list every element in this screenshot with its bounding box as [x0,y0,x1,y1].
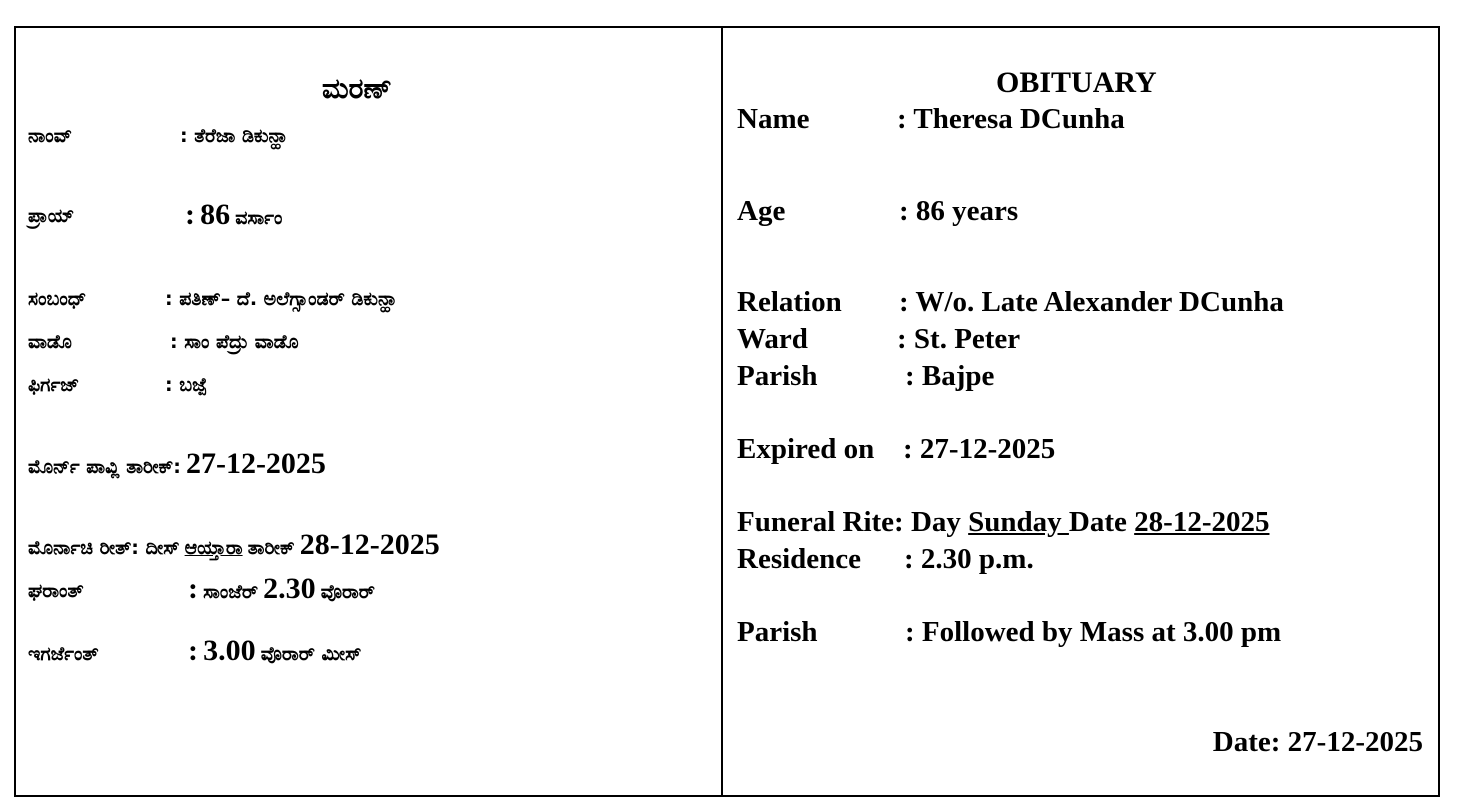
english-relation-label: Relation [737,286,842,318]
english-expired-value: : 27-12-2025 [903,433,1056,465]
kannada-parish-value: : ಬಜ್ಪೆ [165,374,208,396]
kannada-relation-label: ಸಂಬಂಧ್ [28,288,87,310]
kannada-age-colon: : [185,198,195,231]
kannada-death-label: ಮೊರ್ನ್ ಪಾವ್ಲಿ ತಾರೀಕ್: [28,456,181,478]
english-expired-label: Expired on [737,433,875,465]
kannada-death-date: 27-12-2025 [185,447,326,480]
kannada-church-time: 3.00 [203,634,256,667]
english-funeral-day: Sunday [968,506,1069,538]
kannada-title: ಮರಣ್ [322,72,392,105]
english-parish-label: Parish [737,360,818,392]
kannada-residence-label: ಘರಾಂತ್ [28,580,84,602]
english-age-value: : 86 years [899,195,1019,227]
kannada-funeral-date: 28-12-2025 [299,528,440,561]
kannada-residence-colon: : [188,572,198,605]
kannada-residence-time: 2.30 [263,572,316,605]
kannada-age-value [185,198,282,232]
english-name-value: : Theresa DCunha [897,103,1125,135]
kannada-church-value [188,634,361,668]
kannada-name-label: ನಾಂವ್ [28,125,73,147]
kannada-death-line [28,447,326,481]
english-parish-value: : Bajpe [905,360,995,392]
kannada-name-value: : ತೆರೆಜಾ ಡಿಕುನ್ಹಾ [180,125,289,147]
english-date-line: Date: 27-12-2025 [1212,726,1423,758]
english-residence-label: Residence [737,543,862,575]
kannada-church-suffix: ವೊರಾರ್ ಮೀಸ್ [260,643,362,665]
english-parish2-label: Parish [737,616,818,648]
kannada-parish-label: ಫಿರ್ಗಜ್ [28,374,80,396]
kannada-funeral-day: ಆಯ್ತಾರಾ [184,537,243,559]
english-parish2-value: : Followed by Mass at 3.00 pm [905,616,1282,648]
english-title: OBITUARY [996,66,1157,99]
english-ward-value: : St. Peter [897,323,1021,355]
kannada-ward-value: : ಸಾಂ ಪೆದ್ರು ವಾಡೊ [170,331,299,353]
english-funeral-date: 28-12-2025 [1134,506,1270,538]
kannada-funeral-line [28,528,440,562]
english-funeral-label: Funeral Rite: Day [737,506,961,538]
english-funeral-line [737,506,1269,539]
kannada-church-colon: : [188,634,198,667]
kannada-church-label: ಇಗರ್ಜೆಂತ್ [28,643,99,665]
kannada-age-number: 86 [200,198,231,231]
kannada-funeral-label: ಮೊರ್ನಾಚಿ ರೀತ್: ದೀಸ್ [28,537,180,559]
english-relation-value: : W/o. Late Alexander DCunha [899,286,1284,318]
kannada-funeral-date-label: ತಾರೀಕ್ [247,537,295,559]
column-divider [721,26,723,797]
kannada-age-label: ಪ್ರಾಯ್ [28,205,75,227]
kannada-residence-value [188,572,375,606]
kannada-residence-suffix: ವೊರಾರ್ [320,581,375,603]
kannada-residence-evening: ಸಾಂಜೆರ್ [203,581,259,603]
kannada-age-unit: ವರ್ಸಾಂ [235,207,283,229]
kannada-relation-value: : ಪತಿಣ್‌– ದೆ. ಅಲೆಗ್ಸಾಂಡರ್ ಡಿಕುನ್ಹಾ [165,288,398,310]
english-funeral-date-label: Date [1068,506,1127,538]
english-age-label: Age [737,195,786,227]
english-name-label: Name [737,103,810,135]
kannada-ward-label: ವಾಡೊ [28,331,72,353]
english-residence-value: : 2.30 p.m. [904,543,1034,575]
english-ward-label: Ward [737,323,808,355]
